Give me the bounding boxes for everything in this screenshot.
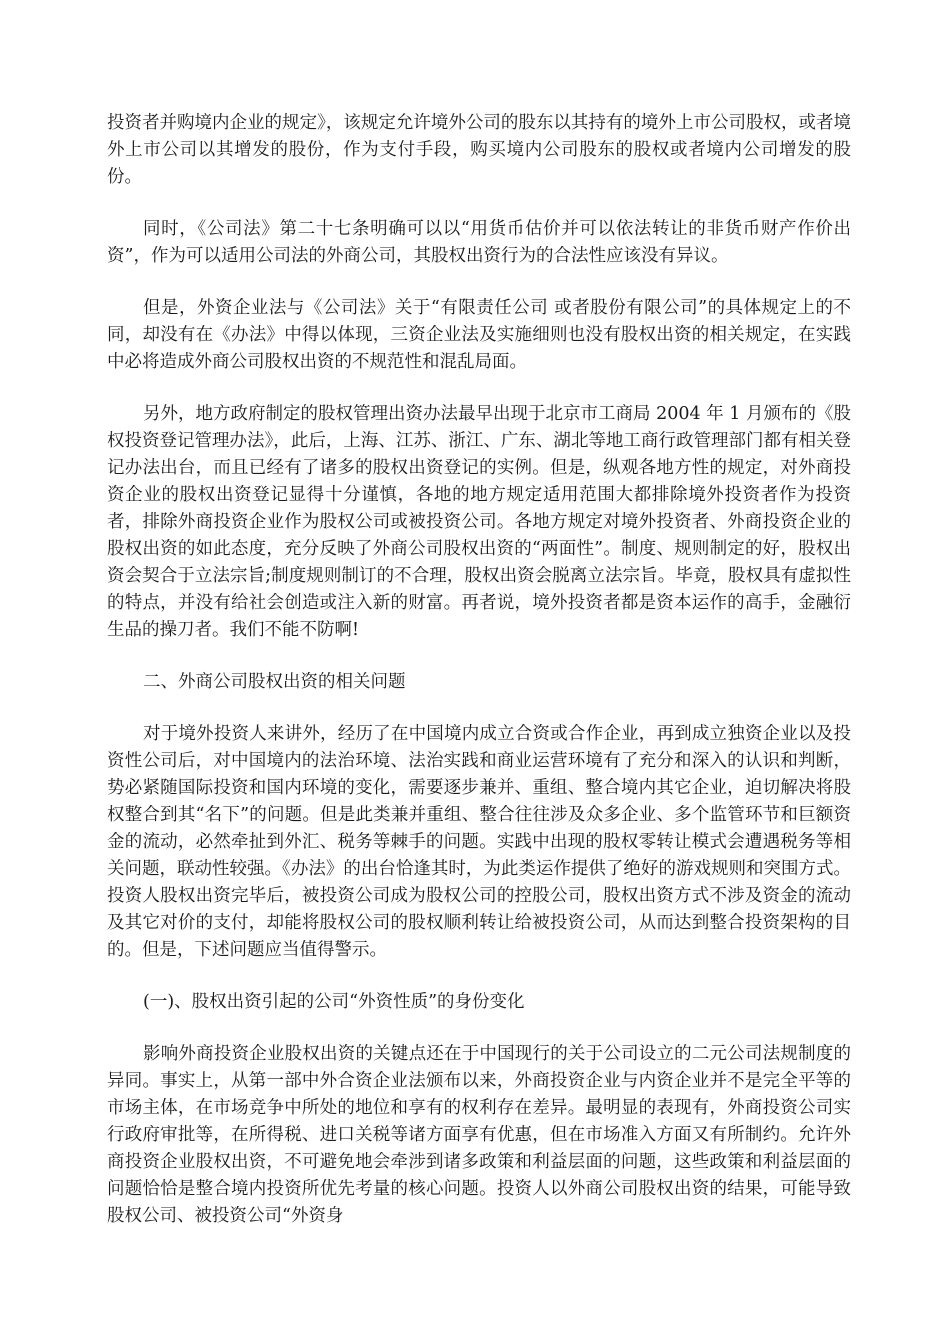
paragraph-local-rules: 另外，地方政府制定的股权管理出资办法最早出现于北京市工商局 2004 年 1 月颁布的《股权投资登记管理办法》，此后，上海、江苏、浙江、广东、湖北等地工商行政管理部门都有相关登记办法出台，而且已经有了诸多的股权出资登记的实例。但是，纵观各地方性的规定，对外商投资企业的股权出资登记显得十分谨慎，各地的地方规定适用范围大都排除境外投资者作为投资者，排除外商投资企业作为股权公司或被投资公司。各地方规定对境外投资者、外商投资企业的股权出资的如此态度，充分反映了外商公司股权出资的“两面性”。制度、规则制定的好，股权出资会契合于立法宗旨;制度规则制订的不合理，股权出资会脱离立法宗旨。毕竟，股权具有虚拟性的特点，并没有给社会创造或注入新的财富。再者说，境外投资者都是资本运作的高手，金融衍生品的操刀者。我们不能不防啊! (107, 404, 851, 640)
paragraph-differences: 但是，外资企业法与《公司法》关于“有限责任公司 或者股份有限公司”的具体规定上的不同，却没有在《办法》中得以体现，三资企业法及实施细则也没有股权出资的相关规定，在实践中必将造成外商公司股权出资的不规范性和混乱局面。 (107, 298, 851, 372)
paragraph-foreign-investors: 对于境外投资人来讲外，经历了在中国境内成立合资或合作企业，再到成立独资企业以及投资性公司后，对中国境内的法治环境、法治实践和商业运营环境有了充分和深入的认识和判断，势必紧随国际投资和国内环境的变化，需要逐步兼并、重组、整合境内其它企业，迫切解决将股权整合到其“名下”的问题。但是此类兼并重组、整合往往涉及众多企业、多个监管环节和巨额资金的流动，必然牵扯到外汇、税务等棘手的问题。实践中出现的股权零转让模式会遭遇税务等相关问题，联动性较强。《办法》的出台恰逢其时，为此类运作提供了绝好的游戏规则和突围方式。投资人股权出资完毕后，被投资公司成为股权公司的控股公司，股权出资方式不涉及资金的流动及其它对价的支付，却能将股权公司的股权顺利转让给被投资公司，从而达到整合投资架构的目的。但是，下述问题应当值得警示。 (107, 724, 851, 960)
subsection-heading-1: (一)、股权出资引起的公司“外资性质”的身份变化 (143, 992, 525, 1012)
section-heading-2: 二、外商公司股权出资的相关问题 (143, 672, 406, 692)
document-page (107, 110, 851, 1255)
paragraph-key-points: 影响外商投资企业股权出资的关键点还在于中国现行的关于公司设立的二元公司法规制度的异同。事实上，从第一部中外合资企业法颁布以来，外商投资企业与内资企业并不是完全平等的市场主体，在市场竞争中所处的地位和享有的权利存在差异。最明显的表现有，外商投资公司实行政府审批等，在所得税、进口关税等诸方面享有优惠，但在市场准入方面又有所制约。允许外商投资企业股权出资，不可避免地会牵涉到诸多政策和利益层面的问题，这些政策和利益层面的问题恰恰是整合境内投资所优先考量的核心问题。投资人以外商公司股权出资的结果，可能导致股权公司、被投资公司“外资身 (107, 1044, 851, 1226)
paragraph-company-law: 同时，《公司法》第二十七条明确可以以“用货币估价并可以依法转让的非货币财产作价出资”，作为可以适用公司法的外商公司，其股权出资行为的合法性应该没有异议。 (107, 219, 851, 266)
paragraph-continuation: 投资者并购境内企业的规定》，该规定允许境外公司的股东以其持有的境外上市公司股权，或者境外上市公司以其增发的股份，作为支付手段，购买境内公司股东的股权或者境内公司增发的股份。 (107, 113, 851, 187)
